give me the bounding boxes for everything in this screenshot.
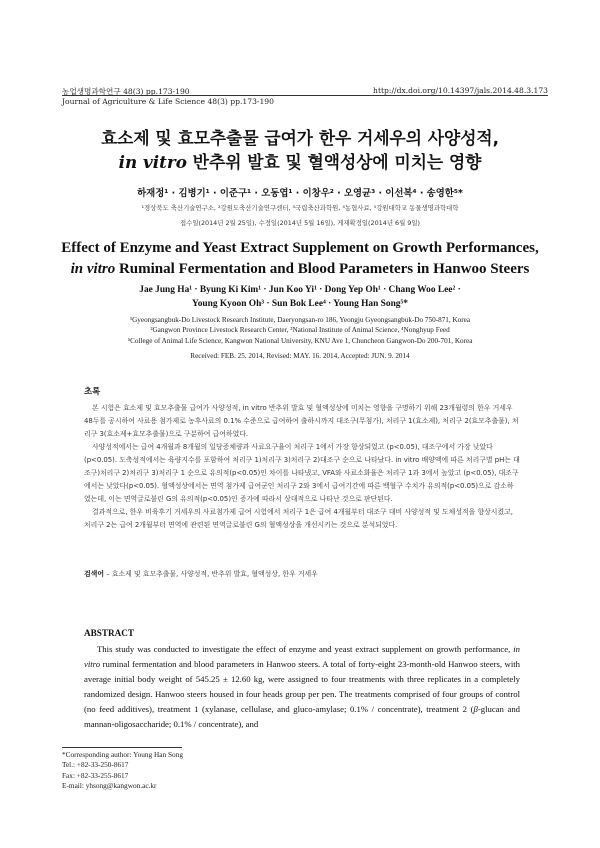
abstract-heading: ABSTRACT <box>84 628 135 638</box>
korean-abstract-para1: 본 시험은 효소제 및 효모추출물 급여가 사양성적, in vitro 반추위 발효 및 혈액성상에 미치는 영향을 구명하기 위해 23개월령의 한우 거세우 48두를 공시하여 사료용 첨가제로 농후사료의 0.1% 수준으로 급여하여 출하시까지 대조구(무첨가), 처리구 1(효소제), 처리구 2(효모추출물), 처리구 3(효소제+효모추출물)으로 구분하여 급여하였다. <box>84 404 519 439</box>
english-authors-line2: Young Kyoon Oh³ · Sun Bok Lee⁴ · Young Han Song⁵* <box>192 298 408 309</box>
header-rule <box>62 95 548 96</box>
english-affiliations <box>40 315 560 346</box>
english-title-line2 <box>40 259 560 280</box>
keywords <box>84 568 520 578</box>
footnote-tel: Tel.: +82-33-250-8617 <box>62 760 129 770</box>
korean-authors: 하재정¹ · 김병기¹ · 이준구¹ · 오동엽¹ · 이창우² · 오영균³ · 이선복⁴ · 송영한⁵* <box>137 188 463 199</box>
english-title <box>40 238 560 280</box>
abstract-beta: β <box>473 704 478 715</box>
english-abstract-para <box>84 642 520 733</box>
english-abstract <box>84 642 520 733</box>
korean-abstract <box>84 402 520 532</box>
abstract-text-3: -glucan and mannan-oligosaccharide; 0.1% / concentrate), and <box>84 704 521 730</box>
korean-dates: 접수일(2014년 2월 25일), 수정일(2014년 5월 16일), 게재확정일(2014년 6월 9일) <box>179 219 421 227</box>
journal-name-korean: 농업생명과학연구 48(3) pp.173-190 <box>62 87 190 96</box>
footnote-corresponding: *Corresponding author: Young Han Song <box>62 750 184 759</box>
korean-title <box>40 126 560 174</box>
english-affiliation-line2: ²Gangwon Province Livestock Research Center, ³National Institute of Animal Science, ⁴Nonghyup Feed <box>150 326 450 335</box>
doi-link[interactable]: http://dx.doi.org/10.14397/jals.2014.48.3.173 <box>373 86 548 95</box>
korean-title-italic: in vitro <box>118 152 187 172</box>
keywords-text: – 효소제 및 효모추출물, 사양성적, 반추위 발효, 혈액성상, 한우 거세우 <box>103 570 318 578</box>
footnote <box>62 750 183 791</box>
abstract-text-2: ruminal fermentation and blood parameters in Hanwoo steers. A total of forty-eight 23-month-old Hanwoo steers, with average initial body weight of 545.25 ± 12.60 kg, were assigned to four treatments with three replicates in a completely randomized design. Hanwoo steers housed in four heads group per pen. The treatments comprised of four groups of control (no feed additives), treatment 1 (xylanase, cellulase, and gluco-amylase; 0.1% / concentrate), treatment 2 ( <box>84 659 520 715</box>
korean-abstract-para3: 결과적으로, 한우 비육후기 거세우의 사료첨가제 급여 시험에서 처리구 1은 급여 4개월부터 대조구 대비 사양성적 및 도체성적을 향상시켰고, 처리구 2는 급여 2개월부터 면역에 관련된 면역글로불린 G의 혈액성상을 개선시키는 것으로 분석되었다. <box>84 508 513 530</box>
english-authors <box>40 284 560 311</box>
english-authors-line1: Jae Jung Ha¹ · Byung Ki Kim¹ · Jun Koo Yi¹ · Dong Yep Oh¹ · Chang Woo Lee² · <box>139 285 461 295</box>
english-dates: Received: FEB. 25. 2014, Revised: MAY. 16. 2014, Accepted: JUN. 9. 2014 <box>190 352 410 360</box>
journal-name-english: Journal of Agriculture & Life Science 48(3) pp.173-190 <box>62 97 274 106</box>
korean-title-line2 <box>40 150 560 174</box>
footnote-fax: Fax: +82-33-255-8617 <box>62 770 129 780</box>
abstract-text-1: This study was conducted to investigate the effect of enzyme and yeast extract supplement on growth performance, <box>97 644 514 654</box>
korean-title-line1: 효소제 및 효모추출물 급여가 한우 거세우의 사양성적, <box>100 128 500 148</box>
english-title-italic: in vitro <box>70 261 116 277</box>
english-title-line1: Effect of Enzyme and Yeast Extract Supplement on Growth Performances, <box>61 240 539 256</box>
korean-affiliations: ¹경상북도 축산기술연구소, ²강원도축산기술연구센터, ³국립축산과학원, ⁴농협사료, ⁵강원대학교 동물생명과학대학 <box>141 204 459 212</box>
footnote-email[interactable]: E-mail: yhsong@kangwon.ac.kr <box>62 780 157 790</box>
footnote-rule <box>62 747 182 748</box>
english-affiliation-line1: ¹Gyeongsangbuk-Do Livestock Research Institute, Daeryongsan-ro 186, Yeongju Gyeongsangbuk-Do 750-871, Korea <box>129 316 471 324</box>
abstract-italic: in vitro <box>84 644 520 670</box>
english-title-rest: Ruminal Fermentation and Blood Parameters in Hanwoo Steers <box>115 261 530 277</box>
korean-abstract-para2: 사양성적에서는 급여 4개월과 8개월의 일당증체량과 사료요구율이 처리구 1에서 가장 향상되었고 (p<0.05), 대조구에서 가장 낮았다(p<0.05). 도축성적에서는 육량지수를 포함하여 처리구 1)처리구 3)처리구 2)대조구 순으로 나타났다. in vitro 배양액에 따른 처리구별 pH는 대조구)처리구 2)처리구 3)처리구 1 순으로 유의적(p<0.05)인 차이를 나타냈고, VFA와 사료소화율은 처리구 1과 3에서 높았고 (p<0.05), 대조구에서는 낮았다(p<0.05). 혈액성상에서는 면역 첨가제 급여군인 처리구 2와 3에서 급여기간에 따른 백혈구 수치가 유의적(p<0.05)으로 감소하였는데, 이는 면역글로불린 G의 유의적(p<0.05)인 증가에 따라서 상대적으로 나타난 것으로 판단된다. <box>84 443 520 504</box>
korean-abstract-heading: 초록 <box>84 386 101 396</box>
korean-title-rest: 반추위 발효 및 혈액성상에 미치는 영향 <box>186 152 482 172</box>
english-affiliation-line3: ⁵College of Animal Life Science, Kangwon National University, KNU Ave 1, Chuncheon Gangwon-Do 200-701, Korea <box>127 336 473 345</box>
keywords-label: 검색어 <box>84 570 104 578</box>
